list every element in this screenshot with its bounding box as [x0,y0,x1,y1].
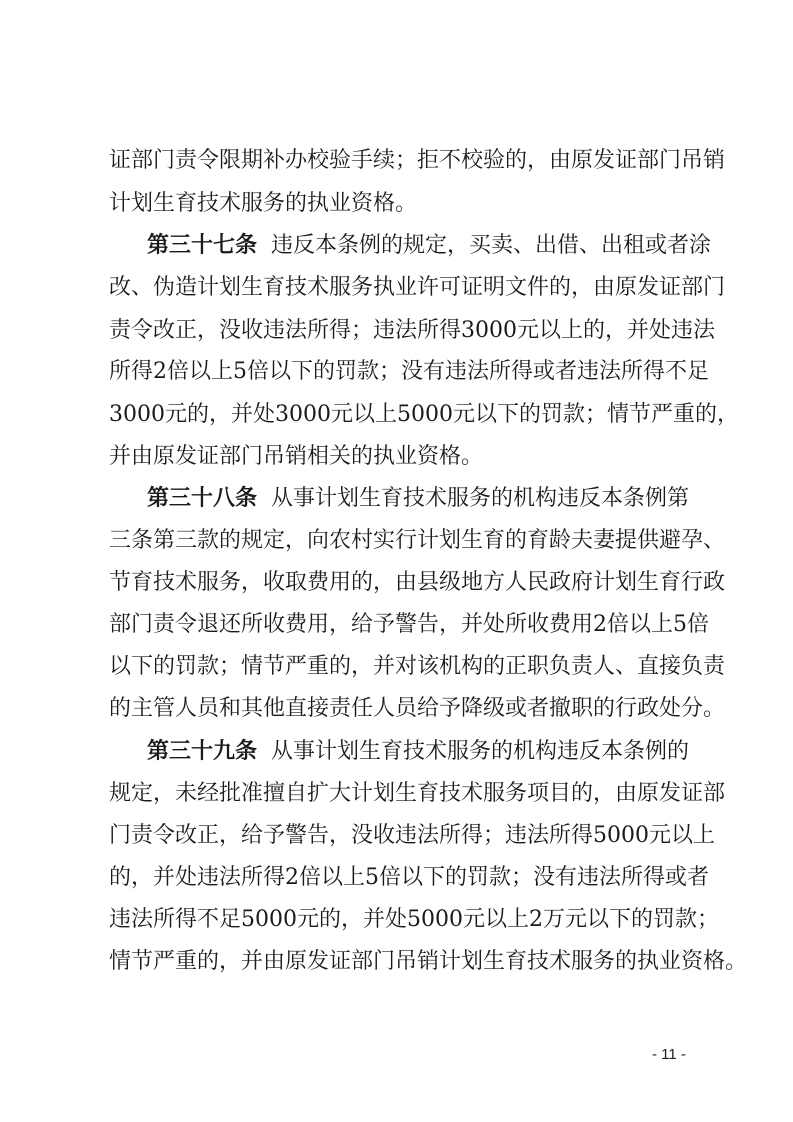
body-text-line: 规定，未经批准擅自扩大计划生育技术服务项目的，由原发证部 [109,781,726,806]
article-39-text: 从事计划生育技术服务的机构违反本条例的 [271,739,690,764]
body-text-line: 违法所得不足5000元的，并处5000元以上2万元以下的罚款； [109,907,719,932]
article-37-text: 违反本条例的规定，买卖、出借、出租或者涂 [271,233,712,258]
body-text-line: 三条第三款的规定，向农村实行计划生育的育龄夫妻提供避孕、 [109,528,726,553]
body-text-line: 情节严重的，并由原发证部门吊销计划生育技术服务的执业资格。 [109,949,748,974]
article-38-title: 第三十八条 [147,486,258,511]
body-text-line: 并由原发证部门吊销相关的执业资格。 [109,444,484,469]
body-text-line: 门责令改正，给予警告，没收违法所得；违法所得5000元以上 [109,823,715,848]
article-39-title: 第三十九条 [147,739,258,764]
body-text-line: 3000元的，并处3000元以上5000元以下的罚款；情节严重的， [109,402,739,427]
body-text-line: 部门责令退还所收费用，给予警告，并处所收费用2倍以上5倍 [109,612,709,637]
article-38-text: 从事计划生育技术服务的机构违反本条例第 [271,486,690,511]
page-number: - 11 - [652,1046,686,1063]
body-text-line: 计划生育技术服务的执业资格。 [109,191,418,216]
body-text-line: 的，并处违法所得2倍以上5倍以下的罚款；没有违法所得或者 [109,865,709,890]
body-text-line: 所得2倍以上5倍以下的罚款；没有违法所得或者违法所得不足 [109,359,709,384]
article-37-first-line [147,231,712,261]
body-text-line: 责令改正，没收违法所得；违法所得3000元以上的，并处违法 [109,318,715,343]
article-37-title: 第三十七条 [147,233,258,258]
body-text-line: 证部门责令限期补办校验手续；拒不校验的，由原发证部门吊销 [109,148,726,173]
article-38-first-line [147,484,689,514]
body-text-line: 的主管人员和其他直接责任人员给予降级或者撤职的行政处分。 [109,696,726,721]
article-39-first-line [147,737,689,767]
body-text-line: 改、伪造计划生育技术服务执业许可证明文件的，由原发证部门 [109,275,726,300]
body-text-line: 以下的罚款；情节严重的，并对该机构的正职负责人、直接负责 [109,654,726,679]
body-text-line: 节育技术服务，收取费用的，由县级地方人民政府计划生育行政 [109,570,726,595]
